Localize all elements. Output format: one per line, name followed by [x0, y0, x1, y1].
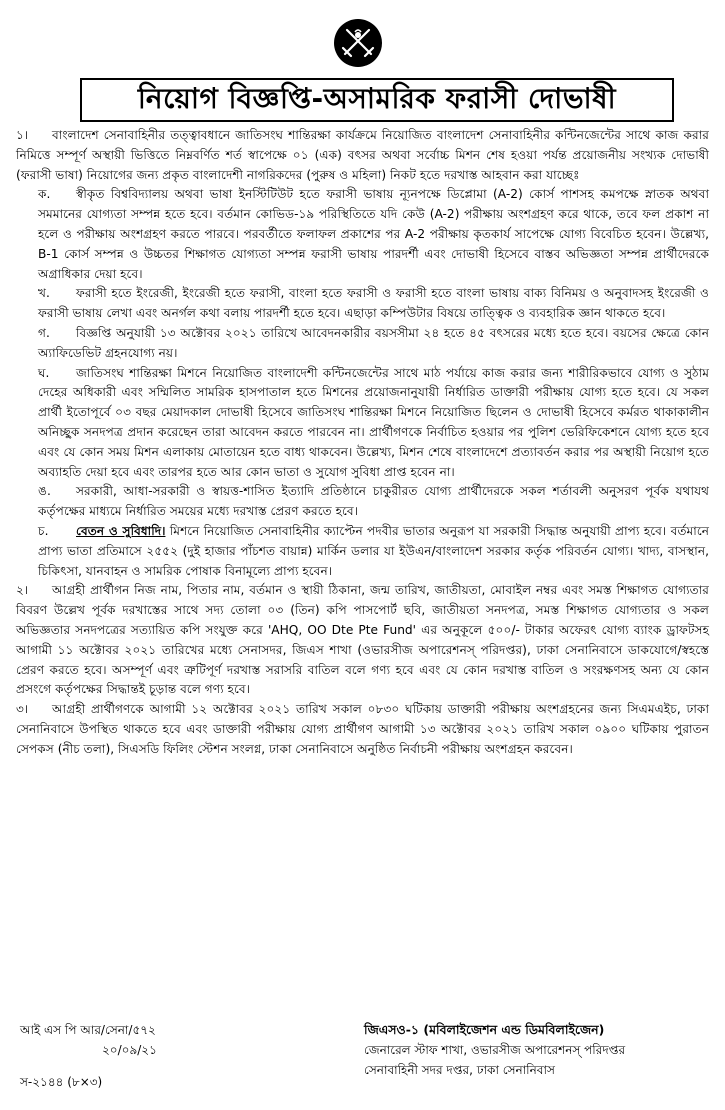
item-text: বিজ্ঞপ্তি অনুযায়ী ১৩ অক্টোবর ২০২১ তারিখে আবেদনকারীর বয়সসীমা ২৪ হতে ৪৫ বৎসরের মধ্যে হতে হবে। বয়সের ক্ষেত্রে কোন অ্যাফিডেভিট গ্রহনযোগ্য নয়।	[38, 325, 709, 360]
office-line-2: সেনাবাহিনী সদর দপ্তর, ঢাকা সেনানিবাস	[364, 1063, 555, 1077]
item-label: ক.	[38, 187, 51, 202]
salary-heading: বেতন ও সুবিধাদি।	[76, 523, 166, 538]
item-text: মিশনে নিয়োজিত সেনাবাহিনীর ক্যাপ্টেন পদবীর ভাতার অনুরূপ যা সরকারী সিদ্ধান্ত অনুযায়ী প্রাপ্য হবে। বর্তমানে প্রাপ্য ভাতা প্রতিমাসে ২৫৫২ (দুই হাজার পাঁচশত বায়ান্ন) মার্কিন ডলার যা ইউএন/বাংলাদেশ সরকার কর্তৃক পরিবর্তন যোগ্য। খাদ্য, বাসস্থান, চিকিৎসা, যানবাহন ও সামরিক পোষাক বিনামূল্যে প্রাপ্য হবেন।	[38, 523, 710, 578]
paragraph-3	[16, 700, 709, 759]
page-title: নিয়োগ বিজ্ঞপ্তি-অসামরিক ফরাসী দোভাষী	[137, 81, 617, 115]
item-label: চ.	[38, 523, 49, 538]
office-title: জিএসও-১ (মবিলাইজেশন এন্ড ডিমবিলাইজেন)	[364, 1022, 605, 1037]
office-line-1: জেনারেল স্টাফ শাখা, ওভারসীজ অপারেশনস্ পরিদপ্তর	[364, 1043, 626, 1057]
paragraph-1	[16, 126, 709, 185]
notice-document	[16, 12, 709, 1098]
paragraph-number: ১।	[16, 128, 29, 142]
item-text: জাতিসংঘ শান্তিরক্ষা মিশনে নিয়োজিত বাংলাদেশী কন্টিনজেন্টের সাথে মাঠ পর্যায়ে কাজ করার জন্য শারীরিকভাবে যোগ্য ও সুঠাম দেহের অধিকারী এবং সম্মিলিত সামরিক হাসপাতাল হতে মিশনের প্রয়োজনানুযায়ী নির্ধারিত ডাক্তারী পরীক্ষায় যোগ্য হতে হবে। যে সকল প্রার্থী ইতোপূর্বে ০৩ বছর মেয়াদকাল দোভাষী হিসেবে জাতিসংঘ শান্তিরক্ষা মিশনে নিয়োজিত ছিলেন ও দোভাষী হিসেবে কর্মরত থাকাকালীন অনিচ্ছুক সনদপত্র প্রদান করেছেন তারা আবেদন করতে পারবেন না। প্রার্থীগণকে নির্বাচিত হওয়ার পর পুলিশ ভেরিফিকেশনে যোগ্য হতে হবে এবং যে কোন সময় মিশন এলাকায় মোতায়েন হতে বাধ্য থাকবেন। উল্লেখ্য, মিশন শেষে বাংলাদেশে প্রত্যাবর্তন করার পর অস্থায়ী নিয়োগ হতে অব্যাহতি দেয়া হবে এবং তারপর হতে আর কোন ভাতা ও সুযোগ সুবিধা প্রাপ্ত হবেন না।	[38, 365, 709, 479]
list-item-cha	[16, 522, 709, 581]
item-label: ঙ.	[38, 484, 51, 499]
list-item-gha	[16, 364, 709, 483]
reference-number: আই এস পি আর/সেনা/৫৭২	[20, 1023, 156, 1037]
notice-body	[16, 126, 709, 760]
item-text: স্বীকৃত বিশ্ববিদ্যালয় অথবা ভাষা ইনস্টিটিউট হতে ফরাসী ভাষায় ন্যূনপক্ষে ডিপ্লোমা (A-2) কোর্স পাশসহ কমপক্ষে স্নাতক অথবা সমমানের যোগ্যতা সম্পন্ন হতে হবে। বর্তমান কোভিড-১৯ পরিস্থিতিতে যদি কেউ (A-2) পরীক্ষায় অংশগ্রহণ করে থাকে, তবে ফল প্রকাশ না হলে ও পরীক্ষায় অংশগ্রহণ করতে পারবে। পরবর্তীতে ফলাফল প্রকাশের পর A-2 পরীক্ষায় কৃতকার্য সাপেক্ষে যোগ্য বিবেচিত হবেন। উল্লেখ্য, B-1 কোর্স সম্পন্ন ও উচ্চতর শিক্ষাগত যোগ্যতা সম্পন্ন ফরাসী ভাষায় পারদর্শী এবং দোভাষী হিসেবে বাস্তব অভিজ্ঞতা সম্পন্ন প্রার্থীদেরকে অগ্রাধিকার দেয়া হবে।	[38, 187, 709, 281]
item-label: ঘ.	[38, 365, 50, 380]
paragraph-text: আগ্রহী প্রার্থীগন নিজ নাম, পিতার নাম, বর্তমান ও স্থায়ী ঠিকানা, জন্ম তারিখ, জাতীয়তা, মোবাইল নম্বর এবং সমস্ত শিক্ষাগত যোগ্যতার বিবরণ উল্লেখ পূর্বক দরখাস্তের সাথে সদ্য তোলা ০৩ (তিন) কপি পাসপোর্ট ছবি, জাতীয়তা সনদপত্র, সমস্ত শিক্ষাগত যোগ্যতার ও সকল অভিজ্ঞতার সনদপত্রের সত্যায়িত কপি সংযুক্ত করে 'AHQ, OO Dte Pte Fund' এর অনুকূলে ৫০০/- টাকার অফেরৎ যোগ্য ব্যাংক ড্রাফটসহ আগামী ১১ অক্টোবর ২০২১ তারিখের মধ্যে সেনাসদর, জিএস শাখা (ওভারসীজ অপারেশনস্ পরিদপ্তর), ঢাকা সেনানিবাসে ডাকযোগে/স্বহস্তে প্রেরণ করতে হবে। অসম্পূর্ণ এবং ত্রুটিপূর্ণ দরখাস্ত সরাসরি বাতিল বলে গণ্য হবে এবং যে কোন দরখাস্ত বাতিল ও সংরক্ষণসহ অন্য যে কোন প্রসংগে কর্তৃপক্ষের সিদ্ধান্তই চূড়ান্ত বলে গণ্য হবে।	[16, 583, 709, 697]
list-item-ka	[16, 185, 709, 284]
list-item-umo	[16, 482, 709, 522]
notice-title-box	[80, 78, 674, 122]
item-label: খ.	[38, 286, 50, 301]
ad-code: স-২১৪৪ (৮×৩)	[20, 1075, 103, 1089]
paragraph-number: ২।	[16, 583, 29, 598]
item-label: গ.	[38, 325, 50, 340]
list-item-ga	[16, 324, 709, 364]
item-text: ফরাসী হতে ইংরেজী, ইংরেজী হতে ফরাসী, বাংলা হতে ফরাসী ও ফরাসী হতে বাংলা ভাষায় বাক্য বিনিময় ও অনুবাদসহ ইংরেজী ও ফরাসী ভাষায় লেখা এবং অনর্গল কথা বলায় পারদর্শী হতে হবে। এছাড়া কম্পিউটার বিষয়ে তাত্ত্বিক ও ব্যবহারিক জ্ঞান থাকতে হবে।	[38, 286, 709, 321]
paragraph-text: বাংলাদেশ সেনাবাহিনীর তত্ত্বাবধানে জাতিসংঘ শান্তিরক্ষা কার্যক্রমে নিয়োজিত বাংলাদেশ সেনাবাহিনীর কন্টিনজেন্টের সাথে কাজ করার নিমিত্তে সম্পূর্ণ অস্থায়ী ভিত্তিতে নিম্নবর্ণিত শর্ত স্বাপেক্ষে ০১ (এক) বৎসর অথবা সর্বোচ্চ মিশন শেষ হওয়া পর্যন্ত প্রয়োজনীয় সংখ্যক দোভাষী (ফরাসী ভাষা) নিয়োগের জন্য প্রকৃত বাংলাদেশী নাগরিকদের (পুরুষ ও মহিলা) নিকট হতে দরখাস্ত আহবান করা যাচ্ছেঃ	[16, 128, 709, 182]
crossed-swords-emblem-icon	[333, 18, 383, 68]
item-text: সরকারী, আধা-সরকারী ও স্বায়ত্ত-শাসিত ইত্যাদি প্রতিষ্ঠানে চাকুরীরত যোগ্য প্রার্থীদেরকে সকল শর্তাবলী অনুসরণ পূর্বক যথাযথ কর্তৃপক্ষের মাধ্যমে নির্ধারিত সময়ের মধ্যে দরখাস্ত প্রেরণ করতে হবে।	[38, 484, 709, 519]
list-item-kha	[16, 284, 709, 324]
issuing-office	[364, 1020, 625, 1080]
notice-footer	[16, 1020, 709, 1100]
paragraph-number: ৩।	[16, 702, 29, 717]
paragraph-2	[16, 581, 709, 700]
paragraph-text: আগ্রহী প্রার্থীগণকে আগামী ১২ অক্টোবর ২০২১ তারিখ সকাল ০৮৩০ ঘটিকায় ডাক্তারী পরীক্ষায় অংশগ্রহনের জন্য সিএমএইচ, ঢাকা সেনানিবাসে উপস্থিত থাকতে হবে এবং ডাক্তারী পরীক্ষায় যোগ্য প্রার্থীগণ আগামী ১৩ অক্টোবর ২০২১ তারিখ সকাল ০৯০০ ঘটিকায় পুরাতন সেপকস (নীচ তলা), সিএসডি ফিলিং স্টেশন সংলগ্ন, ঢাকা সেনানিবাসে অনুষ্ঠিত নির্বাচনী পরীক্ষায় অংশগ্রহন করবেন।	[16, 702, 709, 756]
issue-date: ২০/০৯/২১	[102, 1043, 157, 1057]
